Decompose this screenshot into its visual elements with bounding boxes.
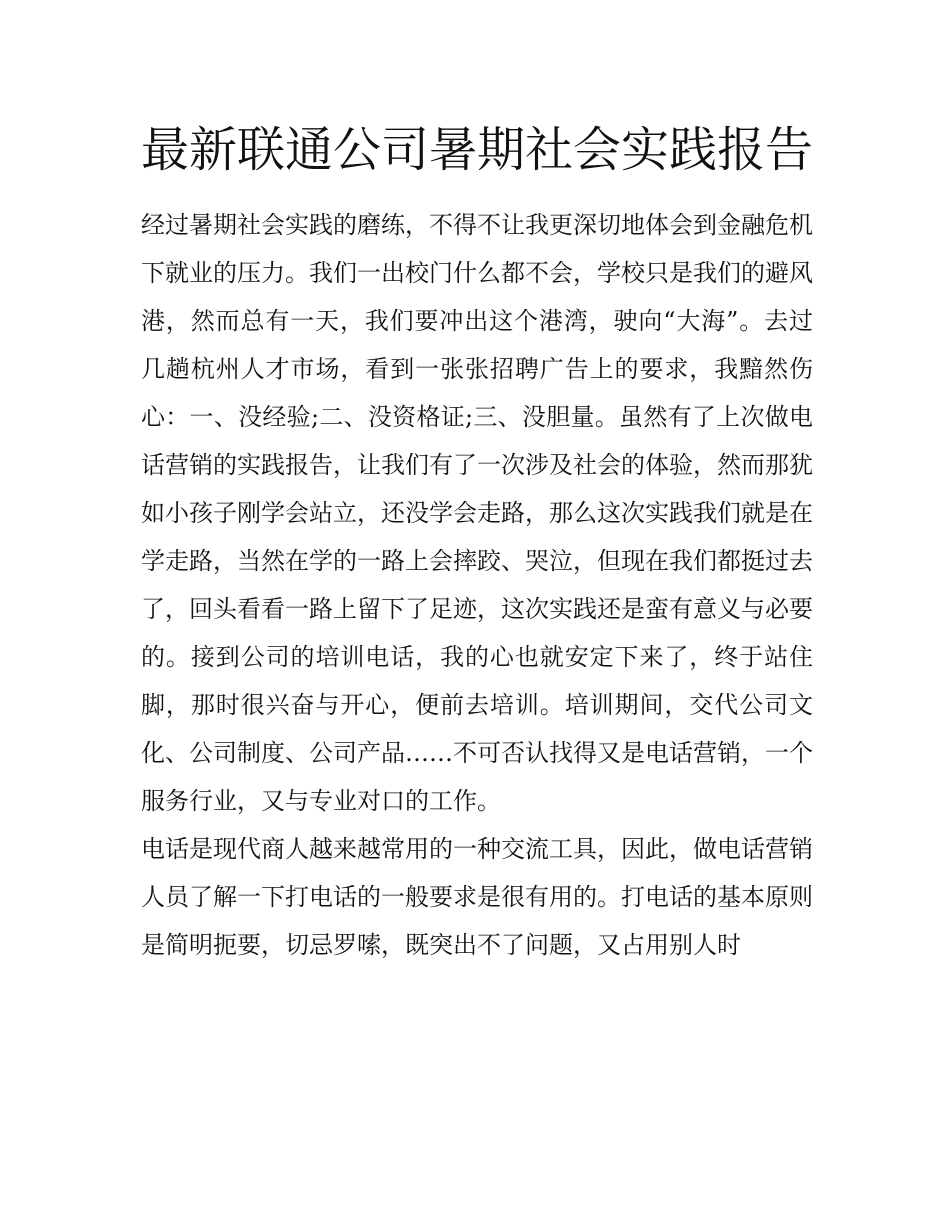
paragraph-1: 经过暑期社会实践的磨练，不得不让我更深切地体会到金融危机下就业的压力。我们一出校门什么都不会，学校只是我们的避风港，然而总有一天，我们要冲出这个港湾，驶向“大海”。去过几趟杭州人才市场，看到一张张招聘广告上的要求，我黯然伤心：一、没经验;二、没资格证;三、没胆量。虽然有了上次做电话营销的实践报告，让我们有了一次涉及社会的体验，然而那犹如小孩子刚学会站立，还没学会走路，那么这次实践我们就是在学走路，当然在学的一路上会摔跤、哭泣，但现在我们都挺过去了，回头看看一路上留下了足迹，这次实践还是蛮有意义与必要的。接到公司的培训电话，我的心也就安定下来了，终于站住脚，那时很兴奋与开心，便前去培训。培训期间，交代公司文化、公司制度、公司产品……不可否认找得又是电话营销，一个服务行业，又与专业对口的工作。 [141, 211, 813, 815]
document-title: 最新联通公司暑期社会实践报告 [141, 122, 814, 178]
paragraph-2: 电话是现代商人越来越常用的一种交流工具，因此，做电话营销人员了解一下打电话的一般要求是很有用的。打电话的基本原则是简明扼要，切忌罗嗦，既突出不了问题，又占用别人时 [141, 835, 813, 959]
document-body [141, 112, 813, 969]
